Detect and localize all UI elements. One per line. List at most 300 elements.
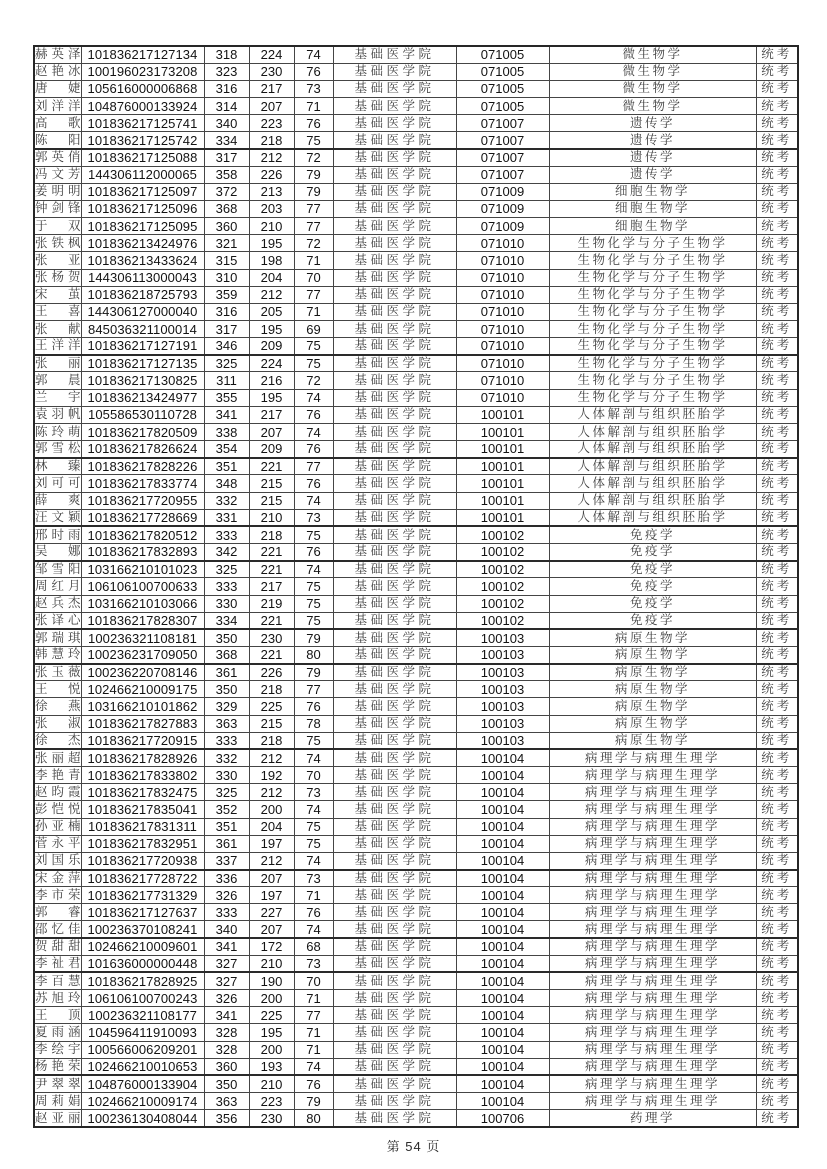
table-row bbox=[34, 887, 798, 904]
cell-major: 微生物学 bbox=[549, 63, 756, 80]
cell-major: 生物化学与分子生物学 bbox=[549, 252, 756, 269]
cell-exam-type: 统考 bbox=[756, 767, 798, 784]
table-row bbox=[34, 578, 798, 595]
cell-score-3: 71 bbox=[294, 990, 333, 1007]
cell-exam-type: 统考 bbox=[756, 801, 798, 818]
cell-score-1: 326 bbox=[204, 887, 249, 904]
cell-score-1: 368 bbox=[204, 200, 249, 217]
table-row bbox=[34, 715, 798, 732]
cell-score-1: 351 bbox=[204, 818, 249, 835]
cell-name: 钟剑锋 bbox=[34, 200, 81, 217]
cell-major-code: 100101 bbox=[456, 406, 549, 423]
cell-major-code: 100104 bbox=[456, 887, 549, 904]
cell-exam-type: 统考 bbox=[756, 595, 798, 612]
cell-exam-type: 统考 bbox=[756, 784, 798, 801]
cell-exam-type: 统考 bbox=[756, 990, 798, 1007]
cell-name: 杨艳荣 bbox=[34, 1058, 81, 1075]
table-row bbox=[34, 97, 798, 114]
cell-major: 遗传学 bbox=[549, 132, 756, 149]
cell-score-2: 207 bbox=[249, 870, 294, 887]
cell-score-1: 346 bbox=[204, 338, 249, 355]
cell-college: 基础医学院 bbox=[333, 955, 456, 972]
cell-exam-id: 105616000006868 bbox=[81, 80, 204, 97]
cell-score-1: 329 bbox=[204, 698, 249, 715]
cell-score-1: 368 bbox=[204, 646, 249, 663]
cell-score-1: 317 bbox=[204, 321, 249, 338]
cell-exam-id: 101836217127637 bbox=[81, 904, 204, 921]
cell-score-3: 74 bbox=[294, 749, 333, 766]
cell-exam-id: 102466210009601 bbox=[81, 938, 204, 955]
cell-score-1: 317 bbox=[204, 149, 249, 166]
table-row bbox=[34, 664, 798, 681]
cell-college: 基础医学院 bbox=[333, 1058, 456, 1075]
cell-score-1: 340 bbox=[204, 921, 249, 938]
cell-major: 人体解剖与组织胚胎学 bbox=[549, 492, 756, 509]
cell-name: 李绘宇 bbox=[34, 1041, 81, 1058]
cell-college: 基础医学院 bbox=[333, 423, 456, 440]
table-row bbox=[34, 818, 798, 835]
cell-score-1: 351 bbox=[204, 458, 249, 475]
cell-exam-type: 统考 bbox=[756, 218, 798, 235]
cell-major-code: 071007 bbox=[456, 132, 549, 149]
cell-score-3: 70 bbox=[294, 767, 333, 784]
cell-score-2: 226 bbox=[249, 664, 294, 681]
cell-score-3: 75 bbox=[294, 132, 333, 149]
cell-major: 病原生物学 bbox=[549, 698, 756, 715]
cell-exam-type: 统考 bbox=[756, 921, 798, 938]
cell-college: 基础医学院 bbox=[333, 544, 456, 561]
table-row bbox=[34, 870, 798, 887]
table-row bbox=[34, 406, 798, 423]
table-row bbox=[34, 698, 798, 715]
cell-score-1: 314 bbox=[204, 97, 249, 114]
cell-score-3: 75 bbox=[294, 595, 333, 612]
cell-major-code: 100101 bbox=[456, 458, 549, 475]
cell-name: 吴娜 bbox=[34, 544, 81, 561]
cell-exam-type: 统考 bbox=[756, 1041, 798, 1058]
cell-exam-type: 统考 bbox=[756, 904, 798, 921]
cell-exam-id: 101836217827883 bbox=[81, 715, 204, 732]
cell-score-3: 77 bbox=[294, 458, 333, 475]
cell-major: 病原生物学 bbox=[549, 732, 756, 749]
cell-college: 基础医学院 bbox=[333, 578, 456, 595]
cell-major: 病理学与病理生理学 bbox=[549, 1007, 756, 1024]
cell-score-3: 71 bbox=[294, 887, 333, 904]
cell-exam-id: 100196023173208 bbox=[81, 63, 204, 80]
cell-major: 病理学与病理生理学 bbox=[549, 749, 756, 766]
cell-score-2: 221 bbox=[249, 458, 294, 475]
cell-major: 生物化学与分子生物学 bbox=[549, 269, 756, 286]
cell-name: 贺甜甜 bbox=[35, 939, 81, 954]
cell-exam-type: 统考 bbox=[756, 526, 798, 543]
cell-score-1: 327 bbox=[204, 972, 249, 989]
cell-exam-id: 101836217832951 bbox=[81, 835, 204, 852]
cell-score-1: 354 bbox=[204, 441, 249, 458]
cell-exam-id: 100236321108177 bbox=[81, 1007, 204, 1024]
cell-major: 病理学与病理生理学 bbox=[549, 767, 756, 784]
cell-major: 免疫学 bbox=[549, 544, 756, 561]
table-row bbox=[34, 595, 798, 612]
cell-score-2: 172 bbox=[249, 938, 294, 955]
cell-score-2: 217 bbox=[249, 406, 294, 423]
cell-major-code: 071009 bbox=[456, 200, 549, 217]
cell-exam-type: 统考 bbox=[756, 355, 798, 372]
cell-major: 病理学与病理生理学 bbox=[549, 1058, 756, 1075]
cell-college: 基础医学院 bbox=[333, 1093, 456, 1110]
cell-exam-id: 845036321100014 bbox=[81, 321, 204, 338]
cell-score-3: 75 bbox=[294, 818, 333, 835]
cell-major: 生物化学与分子生物学 bbox=[549, 235, 756, 252]
cell-name: 张杨贺 bbox=[34, 269, 81, 286]
cell-major: 细胞生物学 bbox=[549, 200, 756, 217]
cell-college: 基础医学院 bbox=[333, 526, 456, 543]
cell-exam-id: 101836213433624 bbox=[81, 252, 204, 269]
cell-college: 基础医学院 bbox=[333, 698, 456, 715]
cell-score-2: 195 bbox=[249, 389, 294, 406]
cell-name: 王悦 bbox=[34, 681, 81, 698]
cell-score-2: 210 bbox=[249, 955, 294, 972]
cell-exam-id: 101836217125741 bbox=[81, 115, 204, 132]
cell-score-1: 325 bbox=[204, 355, 249, 372]
cell-score-2: 200 bbox=[249, 801, 294, 818]
cell-exam-type: 统考 bbox=[756, 423, 798, 440]
table-row bbox=[34, 852, 798, 869]
cell-score-2: 218 bbox=[249, 526, 294, 543]
cell-name: 张献 bbox=[34, 321, 81, 338]
table-row bbox=[34, 149, 798, 166]
cell-score-1: 334 bbox=[204, 132, 249, 149]
cell-major-code: 100104 bbox=[456, 870, 549, 887]
cell-major: 细胞生物学 bbox=[549, 218, 756, 235]
cell-major: 病理学与病理生理学 bbox=[549, 955, 756, 972]
cell-exam-id: 100236130408044 bbox=[81, 1110, 204, 1127]
cell-major-code: 071005 bbox=[456, 46, 549, 63]
cell-major: 病理学与病理生理学 bbox=[549, 1093, 756, 1110]
cell-major-code: 071010 bbox=[456, 321, 549, 338]
cell-score-2: 207 bbox=[249, 423, 294, 440]
cell-exam-type: 统考 bbox=[756, 1075, 798, 1092]
cell-exam-id: 101836217832893 bbox=[81, 544, 204, 561]
cell-name: 李百慧 bbox=[35, 973, 81, 988]
cell-score-1: 310 bbox=[204, 269, 249, 286]
cell-score-1: 355 bbox=[204, 389, 249, 406]
table-row bbox=[34, 767, 798, 784]
cell-exam-type: 统考 bbox=[756, 441, 798, 458]
table-row bbox=[34, 681, 798, 698]
cell-name: 夏雨涵 bbox=[34, 1024, 81, 1041]
cell-name: 汪文颖 bbox=[34, 509, 81, 526]
cell-college: 基础医学院 bbox=[333, 681, 456, 698]
cell-score-3: 77 bbox=[294, 1007, 333, 1024]
cell-name: 赵艳冰 bbox=[34, 63, 81, 80]
cell-major: 病理学与病理生理学 bbox=[549, 972, 756, 989]
cell-major: 病原生物学 bbox=[549, 664, 756, 681]
cell-name: 张淑 bbox=[34, 715, 81, 732]
cell-score-1: 316 bbox=[204, 303, 249, 320]
cell-score-2: 221 bbox=[249, 612, 294, 629]
table-row bbox=[34, 561, 798, 578]
cell-major: 免疫学 bbox=[549, 578, 756, 595]
cell-college: 基础医学院 bbox=[333, 612, 456, 629]
cell-college: 基础医学院 bbox=[333, 749, 456, 766]
cell-score-2: 210 bbox=[249, 1075, 294, 1092]
cell-major-code: 071010 bbox=[456, 355, 549, 372]
cell-major-code: 100102 bbox=[456, 612, 549, 629]
cell-score-1: 328 bbox=[204, 1041, 249, 1058]
cell-score-3: 74 bbox=[294, 921, 333, 938]
cell-score-2: 198 bbox=[249, 252, 294, 269]
cell-exam-type: 统考 bbox=[756, 115, 798, 132]
cell-college: 基础医学院 bbox=[333, 303, 456, 320]
cell-score-1: 352 bbox=[204, 801, 249, 818]
cell-score-1: 333 bbox=[204, 732, 249, 749]
cell-score-2: 219 bbox=[249, 595, 294, 612]
cell-exam-id: 101836217125097 bbox=[81, 183, 204, 200]
cell-major: 病理学与病理生理学 bbox=[549, 870, 756, 887]
cell-major-code: 100103 bbox=[456, 681, 549, 698]
cell-score-3: 68 bbox=[294, 938, 333, 955]
cell-score-2: 195 bbox=[249, 1024, 294, 1041]
cell-exam-id: 100236370108241 bbox=[81, 921, 204, 938]
cell-score-1: 360 bbox=[204, 1058, 249, 1075]
cell-major-code: 100104 bbox=[456, 818, 549, 835]
cell-name: 张玉薇 bbox=[35, 664, 81, 679]
cell-score-2: 215 bbox=[249, 475, 294, 492]
cell-exam-type: 统考 bbox=[756, 1024, 798, 1041]
table-row bbox=[34, 972, 798, 989]
cell-name: 宋金萍 bbox=[35, 870, 81, 885]
cell-score-3: 76 bbox=[294, 441, 333, 458]
cell-college: 基础医学院 bbox=[333, 286, 456, 303]
cell-college: 基础医学院 bbox=[333, 80, 456, 97]
cell-major: 病理学与病理生理学 bbox=[549, 938, 756, 955]
cell-major-code: 100102 bbox=[456, 578, 549, 595]
cell-exam-id: 101836217831311 bbox=[81, 818, 204, 835]
cell-name: 于双 bbox=[34, 218, 81, 235]
cell-score-2: 193 bbox=[249, 1058, 294, 1075]
cell-exam-type: 统考 bbox=[756, 732, 798, 749]
cell-major: 病原生物学 bbox=[549, 646, 756, 663]
cell-exam-type: 统考 bbox=[756, 269, 798, 286]
cell-exam-id: 101836217125088 bbox=[81, 149, 204, 166]
table-row bbox=[34, 990, 798, 1007]
cell-college: 基础医学院 bbox=[333, 990, 456, 1007]
cell-score-2: 204 bbox=[249, 818, 294, 835]
cell-score-2: 223 bbox=[249, 1093, 294, 1110]
cell-exam-id: 101836217820509 bbox=[81, 423, 204, 440]
table-row bbox=[34, 303, 798, 320]
cell-name: 尹翠翠 bbox=[35, 1076, 81, 1091]
cell-score-3: 73 bbox=[294, 955, 333, 972]
cell-college: 基础医学院 bbox=[333, 646, 456, 663]
cell-exam-id: 100236220708146 bbox=[81, 664, 204, 681]
cell-exam-type: 统考 bbox=[756, 63, 798, 80]
cell-exam-type: 统考 bbox=[756, 132, 798, 149]
cell-major-code: 100104 bbox=[456, 990, 549, 1007]
cell-exam-id: 101836217731329 bbox=[81, 887, 204, 904]
table-row bbox=[34, 938, 798, 955]
cell-score-3: 76 bbox=[294, 904, 333, 921]
cell-score-2: 209 bbox=[249, 441, 294, 458]
cell-score-1: 350 bbox=[204, 629, 249, 646]
cell-major: 生物化学与分子生物学 bbox=[549, 303, 756, 320]
cell-name: 张译心 bbox=[34, 612, 81, 629]
table-row bbox=[34, 749, 798, 766]
cell-major-code: 071010 bbox=[456, 235, 549, 252]
cell-exam-id: 101836218725793 bbox=[81, 286, 204, 303]
cell-score-2: 204 bbox=[249, 269, 294, 286]
cell-major-code: 100104 bbox=[456, 749, 549, 766]
cell-exam-id: 101836217826624 bbox=[81, 441, 204, 458]
cell-name: 李市荣 bbox=[34, 887, 81, 904]
cell-score-2: 230 bbox=[249, 1110, 294, 1127]
cell-exam-id: 101836217728669 bbox=[81, 509, 204, 526]
cell-name: 苏旭玲 bbox=[34, 990, 81, 1007]
table-row bbox=[34, 235, 798, 252]
cell-exam-type: 统考 bbox=[756, 80, 798, 97]
cell-name: 张丽超 bbox=[35, 750, 81, 765]
cell-name: 周莉娟 bbox=[34, 1093, 81, 1110]
cell-score-2: 212 bbox=[249, 286, 294, 303]
cell-major-code: 100104 bbox=[456, 784, 549, 801]
cell-college: 基础医学院 bbox=[333, 63, 456, 80]
table-row bbox=[34, 132, 798, 149]
cell-exam-id: 101836217127191 bbox=[81, 338, 204, 355]
cell-exam-id: 144306113000043 bbox=[81, 269, 204, 286]
table-row bbox=[34, 612, 798, 629]
cell-major: 人体解剖与组织胚胎学 bbox=[549, 509, 756, 526]
cell-score-3: 71 bbox=[294, 252, 333, 269]
cell-score-3: 73 bbox=[294, 784, 333, 801]
cell-score-3: 72 bbox=[294, 149, 333, 166]
cell-exam-type: 统考 bbox=[756, 715, 798, 732]
cell-major: 免疫学 bbox=[549, 595, 756, 612]
cell-major-code: 100104 bbox=[456, 938, 549, 955]
cell-major: 遗传学 bbox=[549, 166, 756, 183]
cell-exam-type: 统考 bbox=[756, 97, 798, 114]
table-row bbox=[34, 801, 798, 818]
cell-score-1: 342 bbox=[204, 544, 249, 561]
cell-major: 生物化学与分子生物学 bbox=[549, 338, 756, 355]
cell-name: 徐杰 bbox=[34, 732, 81, 749]
table-row bbox=[34, 732, 798, 749]
cell-score-2: 225 bbox=[249, 698, 294, 715]
cell-score-2: 212 bbox=[249, 149, 294, 166]
cell-score-1: 341 bbox=[204, 938, 249, 955]
cell-college: 基础医学院 bbox=[333, 389, 456, 406]
cell-college: 基础医学院 bbox=[333, 664, 456, 681]
cell-exam-id: 101836217820512 bbox=[81, 526, 204, 543]
cell-major: 病理学与病理生理学 bbox=[549, 852, 756, 869]
cell-exam-type: 统考 bbox=[756, 458, 798, 475]
table-row bbox=[34, 338, 798, 355]
cell-college: 基础医学院 bbox=[333, 904, 456, 921]
cell-college: 基础医学院 bbox=[333, 852, 456, 869]
cell-major: 病理学与病理生理学 bbox=[549, 784, 756, 801]
cell-major: 病理学与病理生理学 bbox=[549, 818, 756, 835]
table-row bbox=[34, 286, 798, 303]
cell-exam-id: 101836217833774 bbox=[81, 475, 204, 492]
cell-major: 微生物学 bbox=[549, 97, 756, 114]
cell-score-2: 190 bbox=[249, 972, 294, 989]
cell-major: 微生物学 bbox=[549, 46, 756, 63]
cell-exam-type: 统考 bbox=[756, 1110, 798, 1127]
cell-major-code: 100104 bbox=[456, 767, 549, 784]
cell-college: 基础医学院 bbox=[333, 321, 456, 338]
cell-major-code: 071010 bbox=[456, 252, 549, 269]
cell-score-3: 75 bbox=[294, 835, 333, 852]
table-row bbox=[34, 646, 798, 663]
cell-college: 基础医学院 bbox=[333, 887, 456, 904]
cell-score-2: 218 bbox=[249, 132, 294, 149]
cell-score-3: 70 bbox=[294, 972, 333, 989]
cell-score-3: 74 bbox=[294, 46, 333, 63]
cell-score-3: 71 bbox=[294, 303, 333, 320]
cell-major-code: 071009 bbox=[456, 218, 549, 235]
cell-score-3: 77 bbox=[294, 218, 333, 235]
table-container bbox=[33, 45, 799, 1128]
cell-score-1: 338 bbox=[204, 423, 249, 440]
cell-college: 基础医学院 bbox=[333, 921, 456, 938]
cell-major: 细胞生物学 bbox=[549, 183, 756, 200]
cell-score-3: 77 bbox=[294, 200, 333, 217]
cell-score-3: 76 bbox=[294, 698, 333, 715]
cell-college: 基础医学院 bbox=[333, 183, 456, 200]
cell-major: 遗传学 bbox=[549, 115, 756, 132]
cell-college: 基础医学院 bbox=[333, 149, 456, 166]
cell-score-3: 75 bbox=[294, 732, 333, 749]
cell-score-3: 79 bbox=[294, 166, 333, 183]
cell-exam-type: 统考 bbox=[756, 252, 798, 269]
cell-score-3: 76 bbox=[294, 1075, 333, 1092]
table-row bbox=[34, 526, 798, 543]
cell-score-1: 331 bbox=[204, 509, 249, 526]
cell-score-1: 326 bbox=[204, 990, 249, 1007]
cell-major-code: 100104 bbox=[456, 1041, 549, 1058]
cell-major-code: 100103 bbox=[456, 698, 549, 715]
cell-exam-type: 统考 bbox=[756, 46, 798, 63]
cell-name: 邹雪阳 bbox=[35, 562, 81, 577]
cell-name: 王洋洋 bbox=[34, 338, 81, 355]
cell-college: 基础医学院 bbox=[333, 767, 456, 784]
cell-exam-type: 统考 bbox=[756, 475, 798, 492]
cell-score-2: 213 bbox=[249, 183, 294, 200]
cell-college: 基础医学院 bbox=[333, 492, 456, 509]
cell-college: 基础医学院 bbox=[333, 235, 456, 252]
cell-major-code: 100101 bbox=[456, 423, 549, 440]
cell-exam-id: 101836213424976 bbox=[81, 235, 204, 252]
cell-score-1: 325 bbox=[204, 784, 249, 801]
table-row bbox=[34, 80, 798, 97]
cell-score-3: 79 bbox=[294, 664, 333, 681]
cell-score-3: 72 bbox=[294, 235, 333, 252]
cell-exam-type: 统考 bbox=[756, 389, 798, 406]
cell-major: 生物化学与分子生物学 bbox=[549, 286, 756, 303]
cell-score-1: 332 bbox=[204, 749, 249, 766]
cell-college: 基础医学院 bbox=[333, 441, 456, 458]
cell-major: 生物化学与分子生物学 bbox=[549, 372, 756, 389]
cell-name: 林臻 bbox=[35, 459, 81, 474]
cell-major-code: 071010 bbox=[456, 269, 549, 286]
cell-major-code: 100104 bbox=[456, 1007, 549, 1024]
cell-college: 基础医学院 bbox=[333, 1075, 456, 1092]
cell-score-1: 358 bbox=[204, 166, 249, 183]
cell-score-1: 336 bbox=[204, 870, 249, 887]
cell-major: 病原生物学 bbox=[549, 629, 756, 646]
cell-exam-type: 统考 bbox=[756, 561, 798, 578]
cell-score-3: 75 bbox=[294, 526, 333, 543]
cell-major: 病理学与病理生理学 bbox=[549, 835, 756, 852]
